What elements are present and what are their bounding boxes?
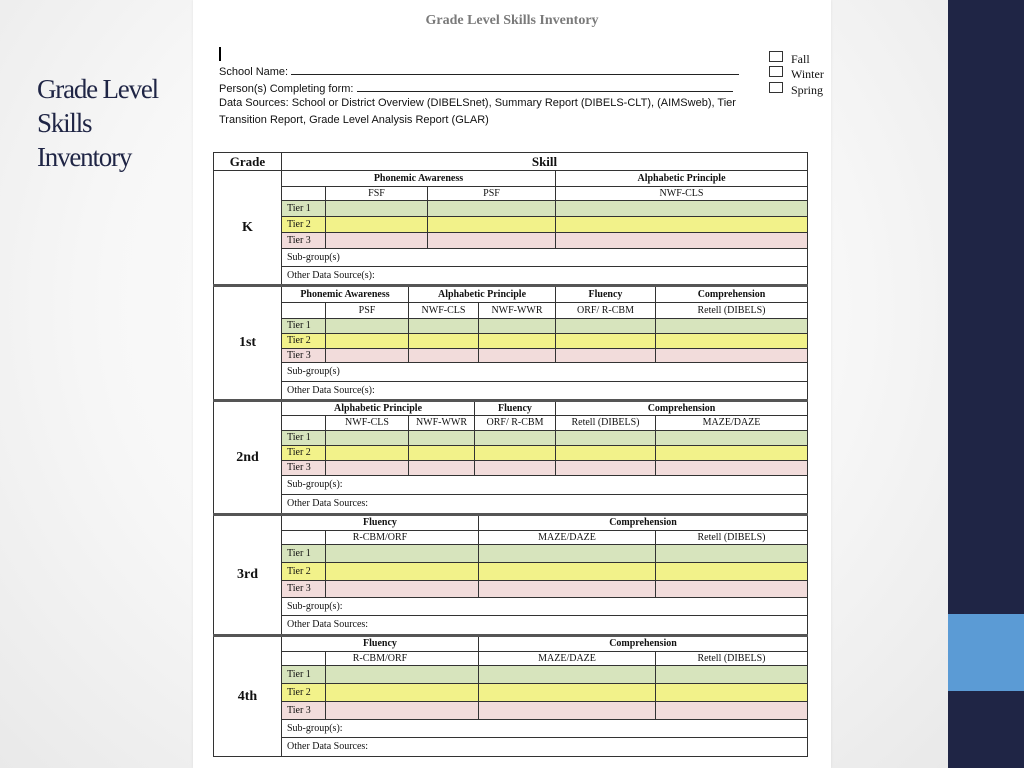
tier-data-cell[interactable] xyxy=(325,544,479,563)
tier-data-cell[interactable] xyxy=(655,665,808,684)
domain-header: Fluency xyxy=(281,636,479,652)
tier-data-cell[interactable] xyxy=(408,348,479,363)
tier-label: Tier 2 xyxy=(281,562,326,581)
measure-header: Retell (DIBELS) xyxy=(555,415,656,431)
tier-label: Tier 3 xyxy=(281,232,326,249)
measure-header: NWF-CLS xyxy=(325,415,409,431)
other-sources-row[interactable]: Other Data Sources: xyxy=(281,615,808,635)
data-sources-line: Data Sources: School or District Overview (DIBELSnet), Summary Report (DIBELS-CLT), (AIMSweb), Tier xyxy=(219,97,736,109)
subgroup-row[interactable]: Sub-group(s): xyxy=(281,475,808,495)
measure-header: PSF xyxy=(325,302,409,319)
grade-label: 4th xyxy=(213,636,282,757)
grade-separator xyxy=(213,399,808,402)
domain-header: Comprehension xyxy=(655,286,808,303)
domain-header: Fluency xyxy=(474,401,556,416)
grade-column-header: Grade xyxy=(213,152,282,171)
domain-header: Alphabetic Principle xyxy=(281,401,475,416)
tier-data-cell[interactable] xyxy=(555,333,656,349)
tier-data-cell[interactable] xyxy=(325,445,409,461)
tier-data-cell[interactable] xyxy=(655,348,808,363)
domain-header: Alphabetic Principle xyxy=(555,170,808,187)
domain-header: Fluency xyxy=(555,286,656,303)
tier-data-cell[interactable] xyxy=(325,683,479,702)
tier-data-cell[interactable] xyxy=(408,318,479,334)
other-sources-row[interactable]: Other Data Sources: xyxy=(281,494,808,514)
tier-data-cell[interactable] xyxy=(478,348,556,363)
tier-data-cell[interactable] xyxy=(408,430,475,446)
grade-label: K xyxy=(213,170,282,285)
tier-data-cell[interactable] xyxy=(427,216,556,233)
tier-data-cell[interactable] xyxy=(474,445,556,461)
domain-header: Phonemic Awareness xyxy=(281,170,556,187)
skill-column-header: Skill xyxy=(281,152,808,171)
person-label: Person(s) Completing form: xyxy=(219,83,354,95)
tier-data-cell[interactable] xyxy=(555,216,808,233)
other-sources-row[interactable]: Other Data Source(s): xyxy=(281,381,808,400)
tier-data-cell[interactable] xyxy=(655,701,808,720)
tier-data-cell[interactable] xyxy=(325,430,409,446)
tier-data-cell[interactable] xyxy=(408,333,479,349)
measure-header: PSF xyxy=(427,186,556,201)
domain-header: Comprehension xyxy=(478,636,808,652)
slide-title-line: Inventory xyxy=(37,142,132,172)
table-cell xyxy=(281,651,326,666)
tier-data-cell[interactable] xyxy=(655,445,808,461)
tier-data-cell[interactable] xyxy=(555,232,808,249)
tier-label: Tier 2 xyxy=(281,216,326,233)
season-label: Winter xyxy=(791,67,824,81)
grade-label: 2nd xyxy=(213,401,282,514)
measure-header: NWF-WWR xyxy=(478,302,556,319)
tier-data-cell[interactable] xyxy=(555,430,656,446)
other-sources-row[interactable]: Other Data Sources: xyxy=(281,737,808,757)
table-cell xyxy=(281,186,326,201)
table-cell xyxy=(281,302,326,319)
tier-data-cell[interactable] xyxy=(655,318,808,334)
measure-header: R-CBM/ORF xyxy=(281,651,479,666)
tier-data-cell[interactable] xyxy=(325,580,479,598)
tier-data-cell[interactable] xyxy=(555,445,656,461)
tier-data-cell[interactable] xyxy=(408,445,475,461)
skills-table xyxy=(193,0,831,768)
tier-label: Tier 1 xyxy=(281,318,326,334)
tier-label: Tier 1 xyxy=(281,430,326,446)
measure-header: NWF-WWR xyxy=(408,415,475,431)
domain-header: Fluency xyxy=(281,515,479,531)
tier-data-cell[interactable] xyxy=(325,701,479,720)
tier-data-cell[interactable] xyxy=(325,216,428,233)
tier-data-cell[interactable] xyxy=(325,318,409,334)
tier-data-cell[interactable] xyxy=(655,460,808,476)
domain-header: Comprehension xyxy=(555,401,808,416)
measure-header: NWF-CLS xyxy=(408,302,479,319)
tier-data-cell[interactable] xyxy=(325,562,479,581)
school-name-label: School Name: xyxy=(219,66,289,78)
measure-header: Retell (DIBELS) xyxy=(655,302,808,319)
measure-header: ORF/ R-CBM xyxy=(555,302,656,319)
table-cell xyxy=(281,530,326,545)
subgroup-row[interactable]: Sub-group(s) xyxy=(281,248,808,267)
tier-data-cell[interactable] xyxy=(655,580,808,598)
tier-data-cell[interactable] xyxy=(655,562,808,581)
tier-data-cell[interactable] xyxy=(478,544,656,563)
subgroup-row[interactable]: Sub-group(s) xyxy=(281,362,808,382)
measure-header: MAZE/DAZE xyxy=(478,530,656,545)
tier-data-cell[interactable] xyxy=(555,348,656,363)
measure-header: Retell (DIBELS) xyxy=(655,530,808,545)
grade-separator xyxy=(213,284,808,287)
measure-header: MAZE/DAZE xyxy=(478,651,656,666)
tier-label: Tier 3 xyxy=(281,348,326,363)
document-title: Grade Level Skills Inventory xyxy=(425,13,599,28)
tier-data-cell[interactable] xyxy=(325,348,409,363)
domain-header: Alphabetic Principle xyxy=(408,286,556,303)
inventory-document xyxy=(193,0,831,768)
tier-label: Tier 1 xyxy=(281,544,326,563)
slide-title xyxy=(37,72,187,174)
tier-data-cell[interactable] xyxy=(408,460,475,476)
season-label: Spring xyxy=(791,83,824,97)
measure-header: R-CBM/ORF xyxy=(281,530,479,545)
tier-label: Tier 3 xyxy=(281,701,326,720)
tier-data-cell[interactable] xyxy=(655,333,808,349)
tier-data-cell[interactable] xyxy=(478,701,656,720)
tier-label: Tier 1 xyxy=(281,665,326,684)
measure-header: Retell (DIBELS) xyxy=(655,651,808,666)
tier-data-cell[interactable] xyxy=(325,333,409,349)
domain-header: Phonemic Awareness xyxy=(281,286,409,303)
tier-data-cell[interactable] xyxy=(478,683,656,702)
tier-data-cell[interactable] xyxy=(474,430,556,446)
domain-header: Comprehension xyxy=(478,515,808,531)
grade-label: 1st xyxy=(213,286,282,400)
tier-data-cell[interactable] xyxy=(478,318,556,334)
measure-header: MAZE/DAZE xyxy=(655,415,808,431)
tier-label: Tier 2 xyxy=(281,683,326,702)
subgroup-row[interactable]: Sub-group(s): xyxy=(281,597,808,616)
tier-label: Tier 3 xyxy=(281,460,326,476)
grade-separator xyxy=(213,634,808,637)
data-sources-line: Transition Report, Grade Level Analysis Report (GLAR) xyxy=(219,114,489,126)
tier-data-cell[interactable] xyxy=(325,200,428,217)
tier-data-cell[interactable] xyxy=(555,318,656,334)
tier-data-cell[interactable] xyxy=(478,333,556,349)
tier-data-cell[interactable] xyxy=(655,430,808,446)
tier-data-cell[interactable] xyxy=(474,460,556,476)
tier-label: Tier 2 xyxy=(281,445,326,461)
tier-data-cell[interactable] xyxy=(427,232,556,249)
tier-data-cell[interactable] xyxy=(655,544,808,563)
tier-label: Tier 1 xyxy=(281,200,326,217)
tier-data-cell[interactable] xyxy=(555,460,656,476)
table-cell xyxy=(281,415,326,431)
subgroup-row[interactable]: Sub-group(s): xyxy=(281,719,808,738)
measure-header: ORF/ R-CBM xyxy=(474,415,556,431)
measure-header: FSF xyxy=(325,186,428,201)
grade-separator xyxy=(213,513,808,516)
season-label: Fall xyxy=(791,52,810,66)
other-sources-row[interactable]: Other Data Source(s): xyxy=(281,266,808,285)
tier-data-cell[interactable] xyxy=(325,460,409,476)
sidebar-accent-block xyxy=(948,614,1024,691)
tier-data-cell[interactable] xyxy=(427,200,556,217)
tier-data-cell[interactable] xyxy=(478,580,656,598)
slide-title-line: Skills xyxy=(37,108,92,138)
slide-title-line: Grade Level xyxy=(37,74,158,104)
tier-data-cell[interactable] xyxy=(555,200,808,217)
tier-label: Tier 3 xyxy=(281,580,326,598)
measure-header: NWF-CLS xyxy=(555,186,808,201)
tier-data-cell[interactable] xyxy=(325,232,428,249)
tier-data-cell[interactable] xyxy=(478,562,656,581)
tier-data-cell[interactable] xyxy=(478,665,656,684)
tier-data-cell[interactable] xyxy=(325,665,479,684)
tier-data-cell[interactable] xyxy=(655,683,808,702)
tier-label: Tier 2 xyxy=(281,333,326,349)
grade-label: 3rd xyxy=(213,515,282,635)
